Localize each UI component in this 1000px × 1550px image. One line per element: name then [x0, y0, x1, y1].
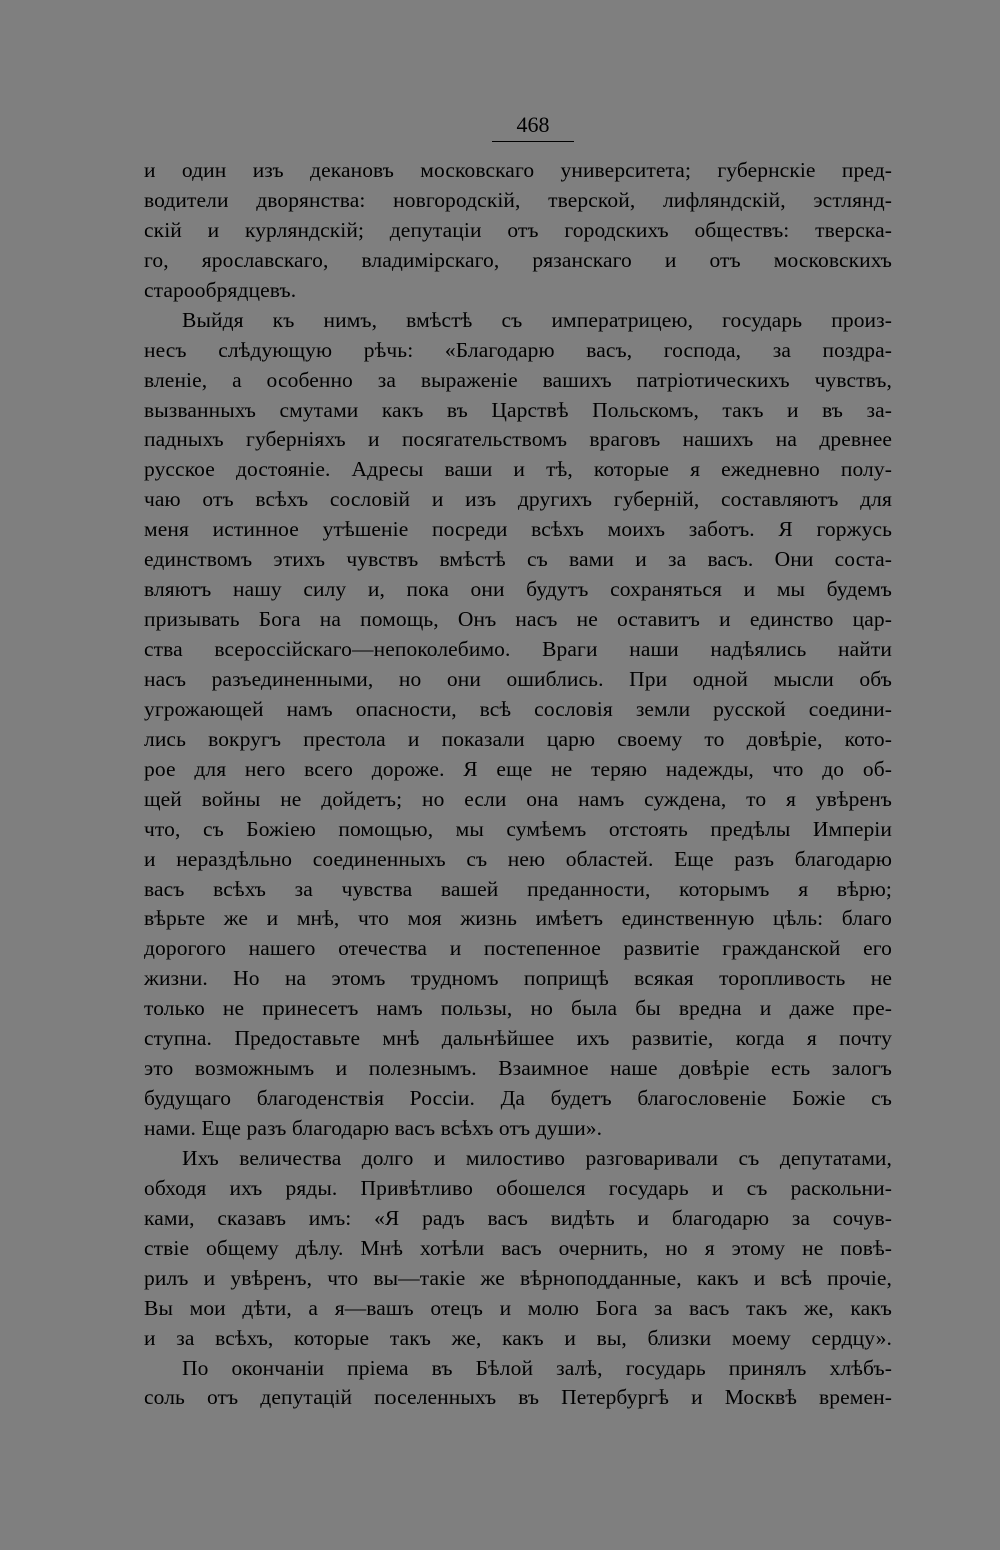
text-line: ками, сказавъ имъ: «Я радъ васъ видѣть и благодарю за сочув- — [144, 1205, 892, 1230]
text-line: вленіе, а особенно за выраженіе вашихъ патріотическихъ чувствъ, — [144, 367, 892, 392]
text-line: дорогого нашего отечества и постепенное развитіе гражданской его — [144, 936, 892, 961]
text-line: призывать Бога на помощь, Онъ насъ не оставитъ и единство цар- — [144, 607, 892, 632]
page-number-rule — [492, 141, 574, 142]
text-line: Выйдя къ нимъ, вмѣстѣ съ императрицею, государь произ- — [182, 307, 892, 332]
text-line: водители дворянства: новгородскій, тверской, лифляндскій, эстлянд- — [144, 187, 892, 212]
text-line: ства всероссійскаго—непоколебимо. Враги наши надѣялись найти — [144, 637, 892, 661]
text-line: обходя ихъ ряды. Привѣтливо обошелся государь и съ раскольни- — [144, 1175, 892, 1200]
body-text — [144, 156, 892, 1413]
text-line: Ихъ величества долго и милостиво разговаривали съ депутатами, — [182, 1145, 892, 1170]
text-line: Вы мои дѣти, а я—вашъ отецъ и молю Бога за васъ такъ же, какъ — [144, 1295, 892, 1320]
page-number: 468 — [516, 112, 550, 137]
text-line: вѣрьте же и мнѣ, что моя жизнь имѣетъ единственную цѣль: благо — [144, 906, 892, 931]
text-line: и за всѣхъ, которые такъ же, какъ и вы, близки моему сердцу». — [144, 1325, 892, 1350]
text-line: что, съ Божіею помощью, мы сумѣемъ отстоять предѣлы Имперіи — [144, 816, 892, 841]
text-line: соль отъ депутацій поселенныхъ въ Петербургѣ и Москвѣ времен- — [144, 1385, 892, 1410]
text-line: лись вокругъ престола и показали царю своему то довѣріе, кото- — [144, 726, 892, 751]
text-line: только не принесетъ намъ пользы, но была бы вредна и даже пре- — [144, 996, 892, 1021]
text-line: рое для него всего дороже. Я еще не теряю надежды, что до об- — [144, 756, 892, 781]
text-line: По окончаніи пріема въ Бѣлой залѣ, государь принялъ хлѣбъ- — [182, 1355, 892, 1380]
text-line: скій и курляндскій; депутаціи отъ городскихъ обществъ: тверска- — [144, 217, 892, 242]
text-line: вляютъ нашу силу и, пока они будутъ сохраняться и мы будемъ — [144, 577, 892, 602]
text-line: вызванныхъ смутами какъ въ Царствѣ Польскомъ, такъ и въ за- — [144, 397, 892, 422]
text-line: будущаго благоденствія Россіи. Да будетъ благословеніе Божіе съ — [144, 1086, 892, 1111]
text-line: старообрядцевъ. — [144, 277, 297, 302]
text-line: несъ слѣдующую рѣчь: «Благодарю васъ, господа, за поздра- — [144, 337, 892, 362]
text-line: щей войны не дойдетъ; но если она намъ суждена, то я увѣренъ — [144, 786, 892, 811]
text-line: васъ всѣхъ за чувства вашей преданности, которымъ я вѣрю; — [144, 876, 892, 901]
text-line: меня истинное утѣшеніе посреди всѣхъ моихъ заботъ. Я горжусь — [144, 517, 892, 542]
text-line: чаю отъ всѣхъ сословій и изъ другихъ губерній, составляютъ для — [144, 487, 892, 512]
text-line: русское достояніе. Адресы ваши и тѣ, которые я ежедневно полу- — [144, 457, 892, 482]
text-line: рилъ и увѣренъ, что вы—такіе же вѣрноподданные, какъ и всѣ прочіе, — [144, 1265, 892, 1290]
text-line: угрожающей намъ опасности, всѣ сословія земли русской соедини- — [144, 696, 892, 721]
text-line: ступна. Предоставьте мнѣ дальнѣйшее ихъ развитіе, когда я почту — [144, 1026, 892, 1051]
text-line: нами. Еще разъ благодарю васъ всѣхъ отъ души». — [144, 1116, 603, 1140]
text-line: жизни. Но на этомъ трудномъ поприщѣ всякая торопливость не — [144, 966, 892, 991]
text-line: ствіе общему дѣлу. Мнѣ хотѣли васъ очернить, но я этому не повѣ- — [144, 1235, 892, 1260]
text-line: и один изъ декановъ московскаго университета; губернскіе пред- — [144, 158, 892, 182]
text-line: насъ разъединенными, но они ошиблись. При одной мысли объ — [144, 666, 892, 691]
text-line: падныхъ губерніяхъ и посягательствомъ враговъ нашихъ на древнее — [144, 427, 892, 452]
text-line: это возможнымъ и полезнымъ. Взаимное наше довѣріе есть залогъ — [144, 1056, 892, 1081]
text-line: единствомъ этихъ чувствъ вмѣстѣ съ вами и за васъ. Они соста- — [144, 547, 892, 572]
text-line: го, ярославскаго, владимірскаго, рязанскаго и отъ московскихъ — [144, 247, 892, 272]
text-line: и нераздѣльно соединенныхъ съ нею областей. Еще разъ благодарю — [144, 846, 892, 871]
